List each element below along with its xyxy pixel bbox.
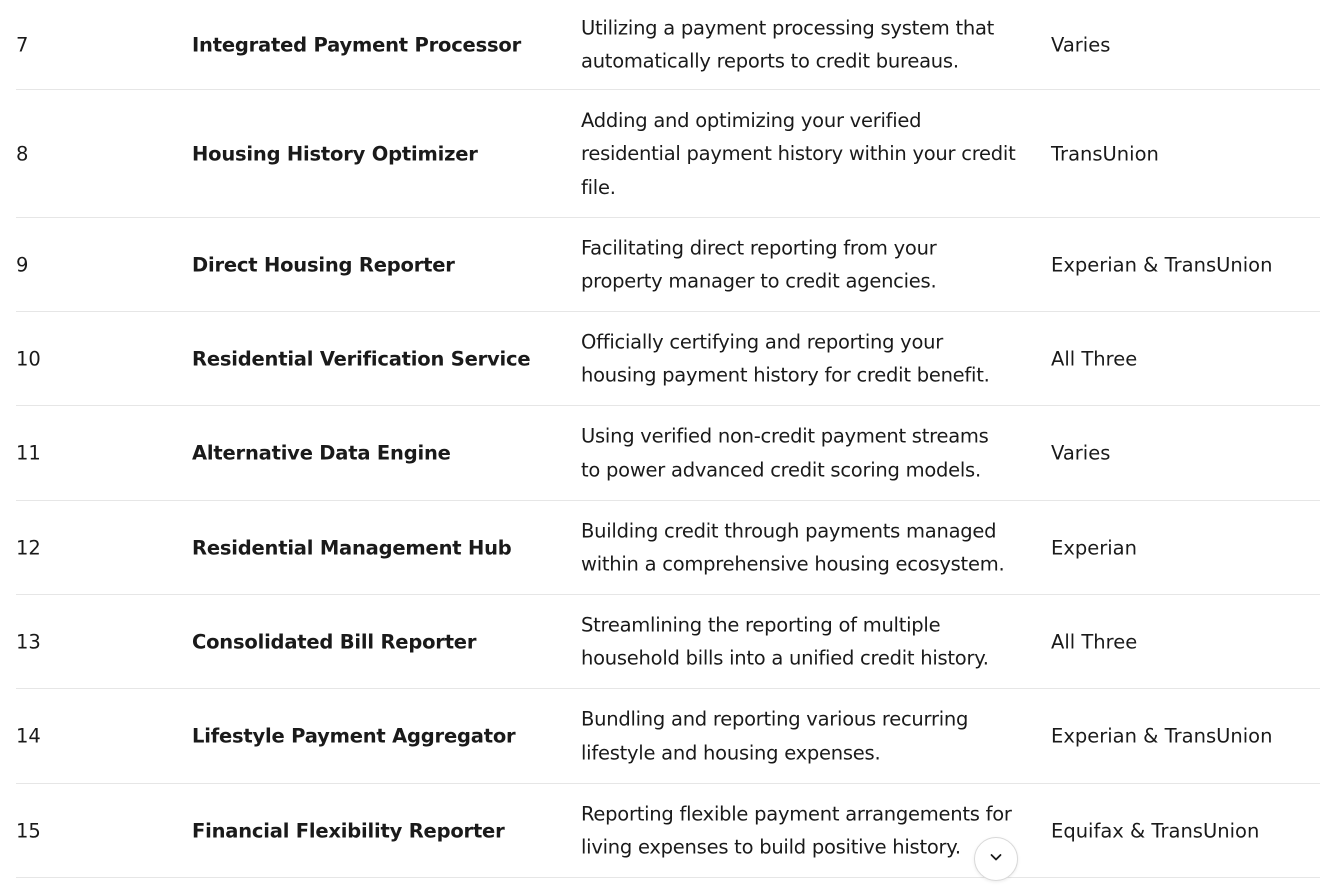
service-name: Housing History Optimizer [192,142,478,165]
row-number: 7 [16,33,29,56]
scroll-down-button[interactable] [974,837,1018,881]
service-name: Integrated Payment Processor [192,33,522,56]
service-description [581,103,1021,204]
row-number: 13 [16,630,41,653]
service-description [581,703,1021,770]
table-row [16,501,1320,595]
table-row [16,595,1320,689]
description-line: Utilizing a payment processing system that [581,16,995,39]
description-line: property manager to credit agencies. [581,269,937,293]
credit-bureau: All Three [1051,630,1138,653]
description-line: living expenses to build positive history. [581,835,961,859]
description-line: household bills into a unified credit history. [581,646,989,670]
service-name: Financial Flexibility Reporter [192,819,505,842]
description-line: Officially certifying and reporting your [581,330,944,353]
table-row [16,218,1320,312]
table-row [16,312,1320,406]
description-line: Using verified non-credit payment streams [581,424,989,448]
credit-bureau: Varies [1051,441,1111,465]
service-description [581,420,1021,487]
table-row [16,90,1320,218]
description-line: Streamlining the reporting of multiple [581,613,941,636]
credit-bureau: Experian & TransUnion [1051,253,1273,276]
table-row [16,784,1320,878]
chevron-down-icon [988,848,1004,870]
row-number: 15 [16,819,41,842]
row-number: 10 [16,347,41,370]
service-description [581,231,1021,298]
credit-bureau: Experian [1051,536,1137,559]
service-description [581,608,1021,675]
description-line: lifestyle and housing expenses. [581,741,881,764]
row-number: 9 [16,253,29,276]
description-line: Facilitating direct reporting from your [581,236,937,259]
service-name: Alternative Data Engine [192,441,451,465]
table-row [16,0,1320,90]
service-name: Residential Verification Service [192,347,531,370]
service-description [581,325,1021,392]
service-name: Consolidated Bill Reporter [192,630,477,653]
description-line: Adding and optimizing your verified [581,108,922,132]
service-name: Direct Housing Reporter [192,253,455,276]
table-row [16,689,1320,784]
row-number: 12 [16,536,41,559]
description-line: Reporting flexible payment arrangements for [581,802,1012,825]
description-line: housing payment history for credit benefit. [581,363,990,387]
service-name: Residential Management Hub [192,536,512,559]
row-number: 14 [16,724,41,748]
description-line: automatically reports to credit bureaus. [581,49,959,73]
table-row [16,406,1320,501]
description-line: Bundling and reporting various recurring [581,707,969,731]
row-number: 8 [16,142,29,165]
credit-bureau: TransUnion [1051,142,1159,165]
service-description [581,11,1021,78]
service-description [581,514,1021,581]
comparison-table [16,0,1320,878]
service-name: Lifestyle Payment Aggregator [192,724,516,748]
description-line: within a comprehensive housing ecosystem. [581,552,1005,576]
description-line: residential payment history within your credit [581,141,1016,165]
credit-bureau: Varies [1051,33,1111,56]
credit-bureau: All Three [1051,347,1138,370]
description-line: to power advanced credit scoring models. [581,458,981,481]
credit-bureau: Equifax & TransUnion [1051,819,1260,842]
description-line: Building credit through payments managed [581,519,997,542]
service-description [581,797,1021,864]
credit-bureau: Experian & TransUnion [1051,724,1273,748]
row-number: 11 [16,441,41,465]
description-line: file. [581,175,616,199]
